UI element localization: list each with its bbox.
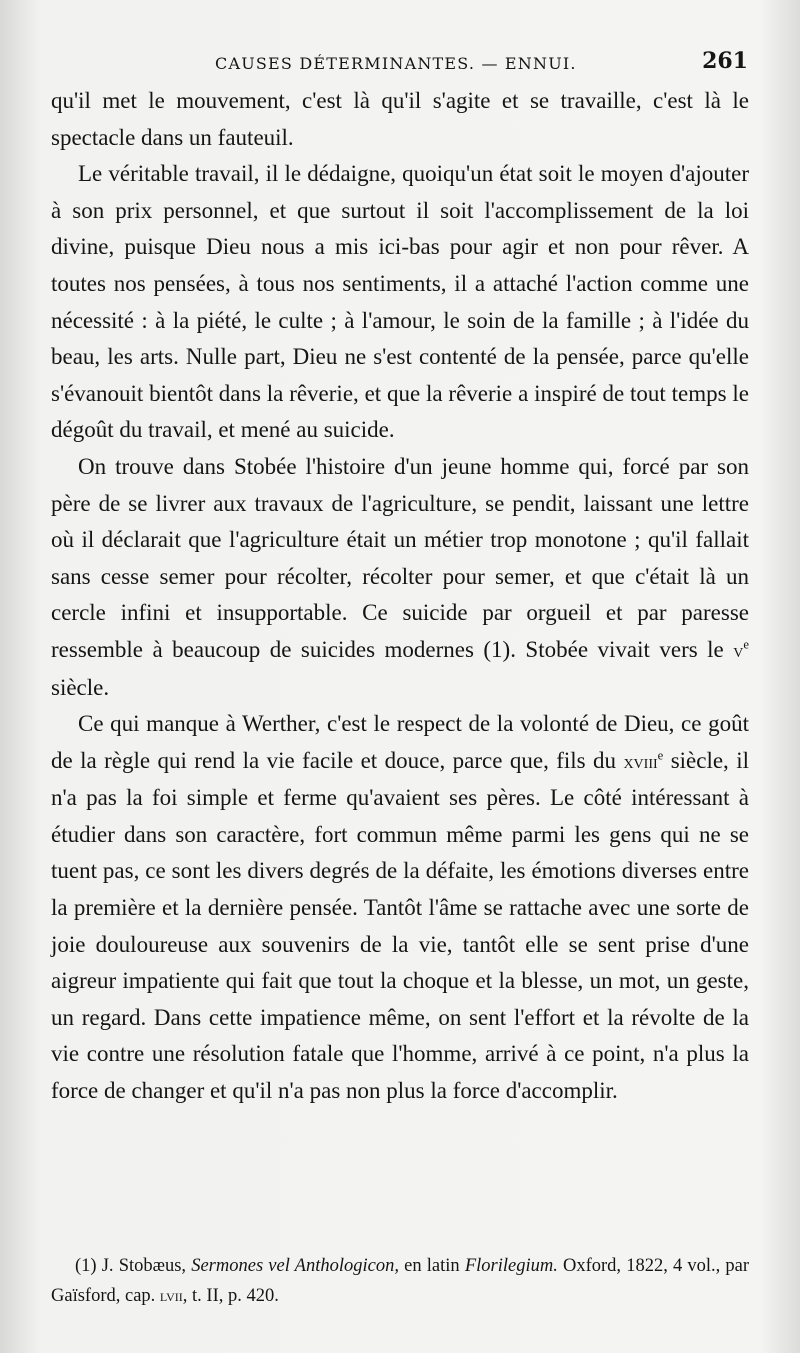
century-numeral: xviii xyxy=(623,750,658,773)
paragraph-3-end: siècle. xyxy=(51,674,110,700)
paragraph-4-text: Ce qui manque à Werther, c'est le respect de la volonté de Dieu, ce goût de la règle qui rend la vie facile et douce, parce que, fils du xyxy=(51,711,749,773)
footnote-1 xyxy=(51,1252,749,1311)
footnotes xyxy=(51,1252,749,1311)
century-numeral: v xyxy=(733,639,744,662)
footnote-marker: (1) xyxy=(75,1256,97,1276)
footnote-mid: en latin xyxy=(404,1256,460,1276)
footnote-chapter: lvii xyxy=(159,1286,183,1305)
paragraph-3 xyxy=(51,449,749,706)
century-superscript: e xyxy=(743,637,749,652)
paragraph-1: qu'il met le mouvement, c'est là qu'il s'agite et se travaille, c'est là le spectacle dans un fauteuil. xyxy=(51,88,749,150)
paragraph-3-text: On trouve dans Stobée l'histoire d'un jeune homme qui, forcé par son père de se livrer aux travaux de l'agriculture, se pendit, laissant une lettre où il déclarait que l'agriculture était un métier trop monotone ; qu'il fallait sans cesse semer pour récolter, récolter pour semer, et que c'était là un cercle infini et insupportable. Ce suicide par orgueil et par paresse ressemble à beaucoup de suicides modernes (1). Stobée vivait vers le xyxy=(51,453,749,662)
page-number: 261 xyxy=(702,48,748,74)
century-superscript: e xyxy=(657,748,664,763)
footnote-reference: , t. II, p. 420. xyxy=(182,1286,279,1306)
body-text xyxy=(51,83,749,1110)
footnote-title: Sermones vel Anthologicon, xyxy=(191,1256,399,1276)
running-head-title: CAUSES DÉTERMINANTES. — ENNUI. xyxy=(215,54,577,73)
paragraph-2: Le véritable travail, il le dédaigne, quoiqu'un état soit le moyen d'ajouter à son prix personnel, et que surtout il soit l'accomplissement de la loi divine, puisque Dieu nous a mis ici-bas pour agir et non pour rêver. A toutes nos pensées, à tous nos sentiments, il a attaché l'action comme une nécessité : à la piété, le culte ; à l'amour, le soin de la famille ; à l'idée du beau, les arts. Nulle part, Dieu ne s'est contenté de la pensée, parce qu'elle s'évanouit bientôt dans la rêverie, et que la rêverie a inspiré de tout temps le dégoût du travail, et mené au suicide. xyxy=(51,161,749,443)
paragraph-4-rest: siècle, il n'a pas la foi simple et ferme qu'avaient ses pères. Le côté intéressant à étudier dans son caractère, fort commun même parmi les gens qui ne se tuent pas, ce sont les divers degrés de la défaite, les émotions diverses entre la première et la dernière pensée. Tantôt l'âme se rattache avec une sorte de joie douloureuse aux souvenirs de la vie, tantôt elle se sent prise d'une aigreur impatiente qui fait que tout la choque et la blesse, un mot, un geste, un regard. Dans cette impatience même, on sent l'effort et la révolte de la vie contre une résolution fatale que l'homme, arrivé à ce point, n'a plus la force de changer et qu'il n'a pas non plus la force d'accomplir. xyxy=(51,747,749,1104)
footnote-publication: Oxford, 1822, 4 vol., par Gaïsford, cap. xyxy=(51,1256,750,1306)
footnote-author: J. Stobæus, xyxy=(101,1256,187,1276)
paragraph-4 xyxy=(51,706,749,1110)
footnote-latin-title: Florilegium. xyxy=(464,1256,558,1276)
running-head xyxy=(50,48,748,78)
